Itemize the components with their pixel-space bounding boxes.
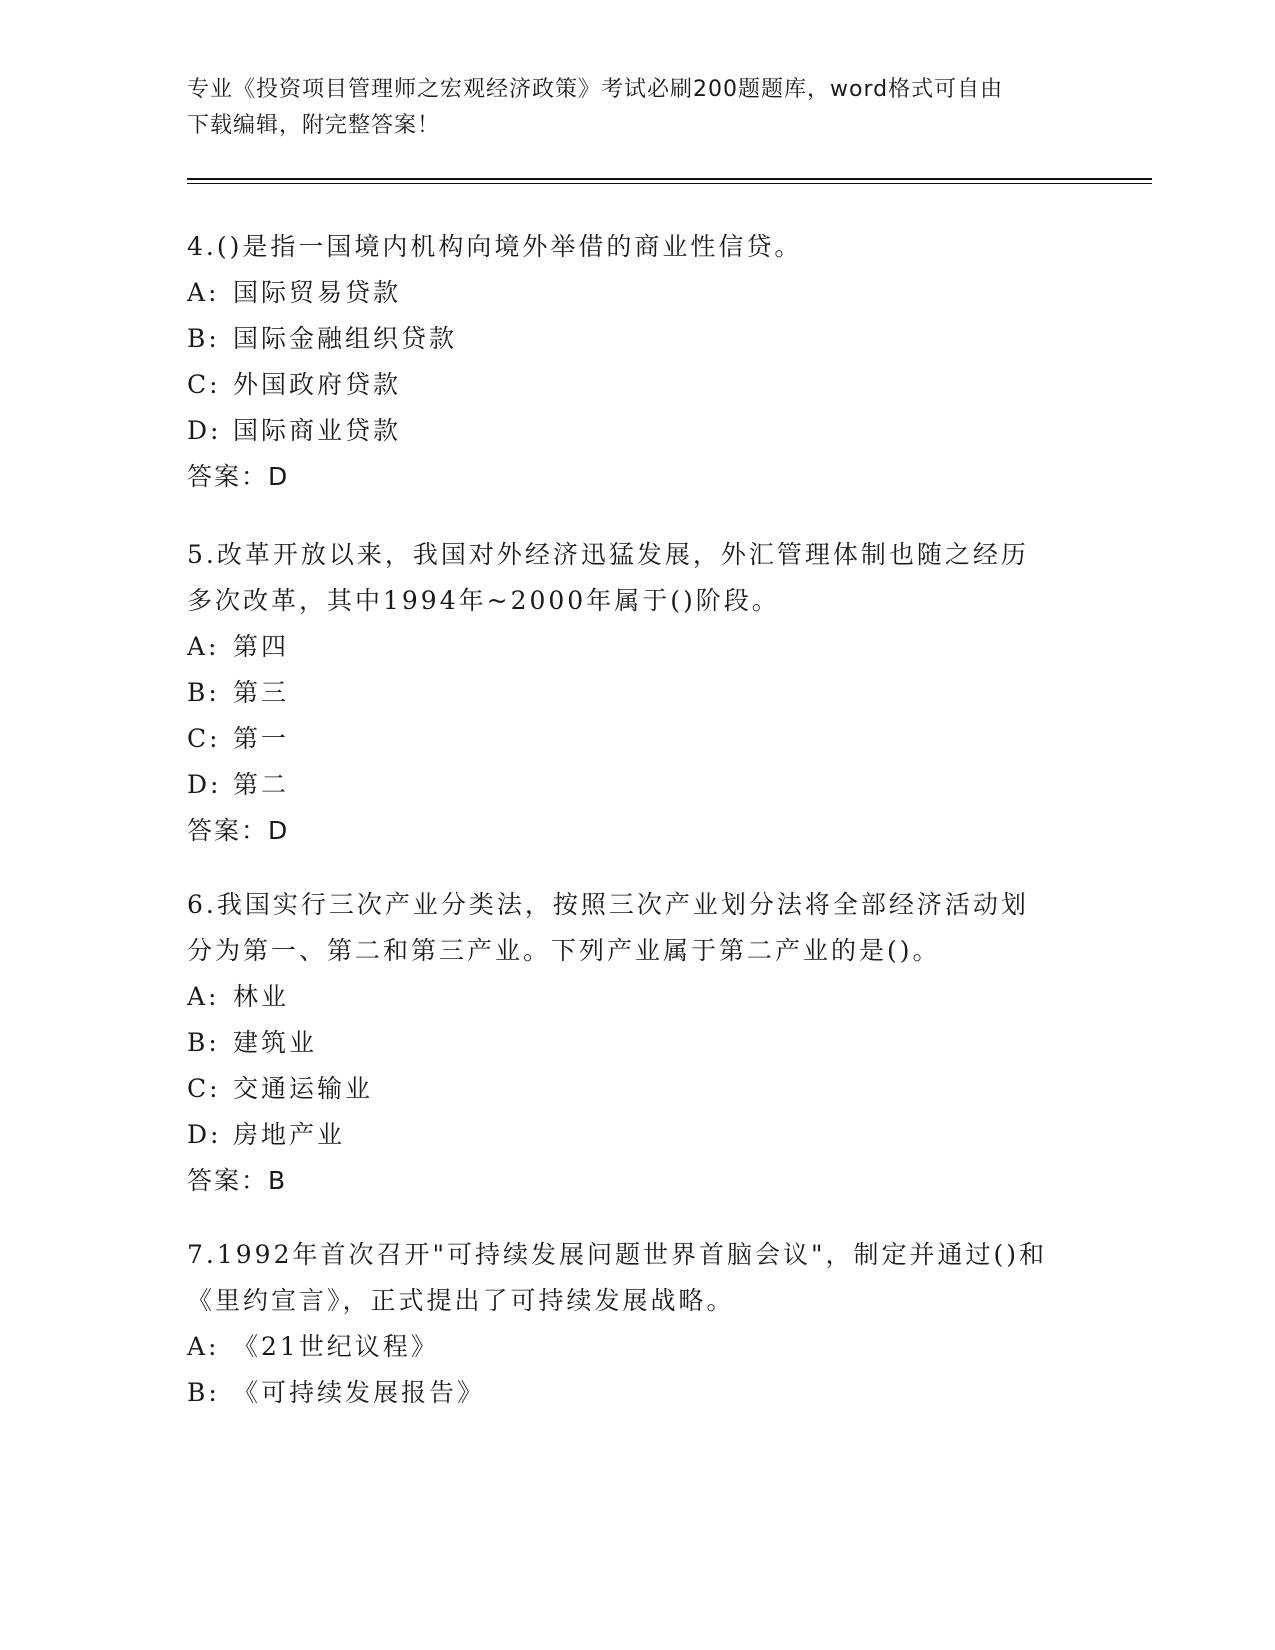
option-a (187, 624, 1087, 670)
option-text: 建筑业 (233, 1028, 318, 1057)
question-stem-line-2: 《里约宣言》，正式提出了可持续发展战略。 (187, 1286, 735, 1315)
option-text: 房地产业 (233, 1120, 346, 1149)
question-4 (187, 224, 1087, 500)
option-b (187, 1370, 1087, 1416)
option-d (187, 408, 1087, 454)
question-stem-line-2: 多次改革，其中1994年~2000年属于()阶段。 (187, 586, 780, 615)
option-text: 国际贸易贷款 (233, 278, 402, 307)
header-divider-thick (187, 178, 1152, 180)
answer: 答案：D (187, 816, 290, 845)
question-stem: 4.()是指一国境内机构向境外举借的商业性信贷。 (187, 232, 803, 261)
option-letter: A: (187, 278, 220, 307)
answer: 答案：D (187, 462, 290, 491)
option-letter: D: (187, 770, 222, 799)
question-stem-line-1: 6.我国实行三次产业分类法，按照三次产业划分法将全部经济活动划 (187, 890, 1029, 919)
option-letter: A: (187, 632, 220, 661)
header-line-1: 专业《投资项目管理师之宏观经济政策》考试必刷200题题库，word格式可自由 (187, 77, 1004, 102)
option-letter: B: (187, 1378, 220, 1407)
option-c (187, 362, 1087, 408)
question-5 (187, 532, 1087, 854)
question-stem-line-2: 分为第一、第二和第三产业。下列产业属于第二产业的是()。 (187, 936, 941, 965)
option-letter: D: (187, 416, 222, 445)
option-b (187, 316, 1087, 362)
header-line-2: 下载编辑，附完整答案！ (187, 113, 441, 138)
option-text: 交通运输业 (233, 1074, 374, 1103)
option-letter: B: (187, 678, 220, 707)
option-text: 国际商业贷款 (233, 416, 402, 445)
option-letter: A: (187, 982, 220, 1011)
option-c (187, 716, 1087, 762)
option-letter: A: (187, 1332, 220, 1361)
option-text: 林业 (233, 982, 290, 1011)
option-text: 外国政府贷款 (233, 370, 402, 399)
option-d (187, 762, 1087, 808)
option-d (187, 1112, 1087, 1158)
header-divider-thin (187, 183, 1152, 184)
option-letter: C: (187, 1074, 221, 1103)
document-header (187, 72, 1067, 144)
option-letter: C: (187, 724, 221, 753)
option-text: 《21世纪议程》 (233, 1332, 439, 1361)
option-text: 《可持续发展报告》 (233, 1378, 486, 1407)
answer: 答案：B (187, 1166, 288, 1195)
option-c (187, 1066, 1087, 1112)
question-7 (187, 1232, 1087, 1416)
option-b (187, 1020, 1087, 1066)
option-text: 国际金融组织贷款 (233, 324, 458, 353)
question-stem-line-1: 5.改革开放以来，我国对外经济迅猛发展，外汇管理体制也随之经历 (187, 540, 1029, 569)
option-text: 第四 (233, 632, 290, 661)
option-text: 第三 (233, 678, 290, 707)
option-b (187, 670, 1087, 716)
option-letter: D: (187, 1120, 222, 1149)
option-letter: B: (187, 1028, 220, 1057)
option-text: 第一 (233, 724, 290, 753)
option-letter: C: (187, 370, 221, 399)
option-letter: B: (187, 324, 220, 353)
option-a (187, 1324, 1087, 1370)
option-a (187, 270, 1087, 316)
question-stem-line-1: 7.1992年首次召开"可持续发展问题世界首脑会议"，制定并通过()和 (187, 1240, 1047, 1269)
question-6 (187, 882, 1087, 1204)
option-text: 第二 (233, 770, 290, 799)
option-a (187, 974, 1087, 1020)
